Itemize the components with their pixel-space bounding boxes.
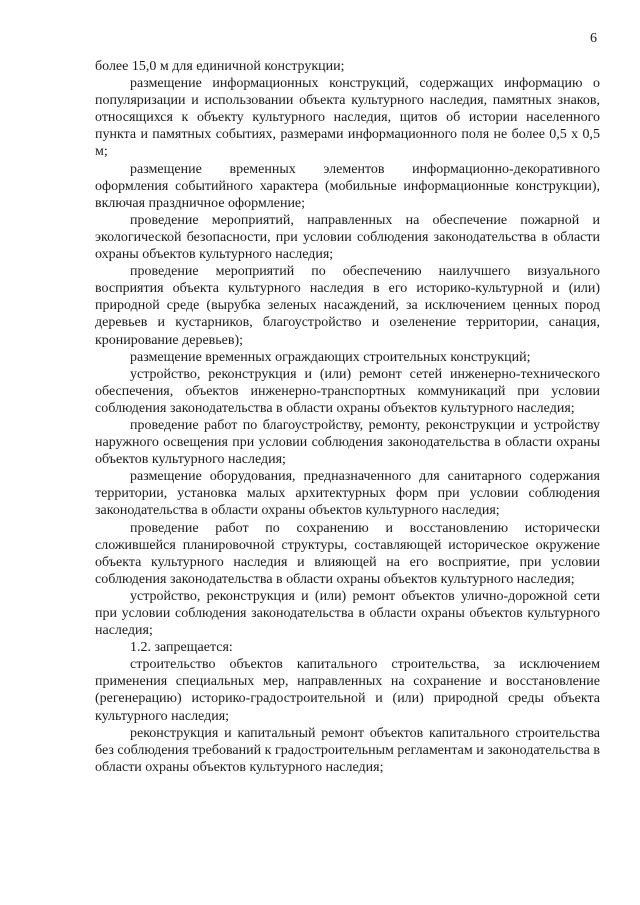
paragraph: устройство, реконструкция и (или) ремонт сетей инженерно-технического обеспечения, объектов инженерно-транспортных коммуникаций при условии соблюдения законодательства в области охраны объектов культурного наследия; xyxy=(95,366,600,416)
paragraph: размещение информационных конструкций, содержащих информацию о популяризации и использовании объекта культурного наследия, памятных знаков, относящихся к объекту культурного наследия, щитов об истории населенного пункта и памятных событиях, размерами информационного поля не более 0,5 х 0,5 м; xyxy=(95,76,600,160)
paragraph: размещение оборудования, предназначенного для санитарного содержания территории, установка малых архитектурных форм при условии соблюдения законодательства в области охраны объектов культурного наследия; xyxy=(95,469,600,519)
document-body xyxy=(95,58,600,776)
paragraph: проведение работ по сохранению и восстановлению исторически сложившейся планировочной структуры, составляющей историческое окружение объекта культурного наследия и влияющей на его восприятие, при условии соблюдения законодательства в области охраны объектов культурного наследия; xyxy=(95,520,600,587)
paragraph: строительство объектов капитального строительства, за исключением применения специальных мер, направленных на сохранение и восстановление (регенерацию) историко-градостроительной и (или) природной среды объекта культурного наследия; xyxy=(95,657,600,724)
page-number: 6 xyxy=(590,31,597,46)
paragraph: более 15,0 м для единичной конструкции; xyxy=(95,59,345,74)
section-heading: 1.2. запрещается: xyxy=(130,640,233,656)
paragraph: реконструкция и капитальный ремонт объектов капитального строительства без соблюдения требований к градостроительным регламентам и законодательства в области охраны объектов культурного наследия; xyxy=(95,725,600,775)
paragraph: размещение временных элементов информационно-декоративного оформления событийного характера (мобильные информационные конструкции), включая праздничное оформление; xyxy=(95,161,600,211)
paragraph: проведение работ по благоустройству, ремонту, реконструкции и устройству наружного освещения при условии соблюдения законодательства в области охраны объектов культурного наследия; xyxy=(95,417,600,468)
paragraph: проведение мероприятий по обеспечению наилучшего визуального восприятия объекта культурного наследия в его историко-культурной и (или) природной среде (вырубка зеленых насаждений, за исключением ценных пород деревьев и кустарников, благоустройство и озеленение территории, санация, кронирование деревьев); xyxy=(95,264,600,348)
paragraph: размещение временных ограждающих строительных конструкций; xyxy=(130,349,531,365)
paragraph: проведение мероприятий, направленных на обеспечение пожарной и экологической безопасности, при условии соблюдения законодательства в области охраны объектов культурного наследия; xyxy=(95,212,600,263)
paragraph: устройство, реконструкция и (или) ремонт объектов улично-дорожной сети при условии соблюдения законодательства в области охраны объектов культурного наследия; xyxy=(95,588,600,639)
